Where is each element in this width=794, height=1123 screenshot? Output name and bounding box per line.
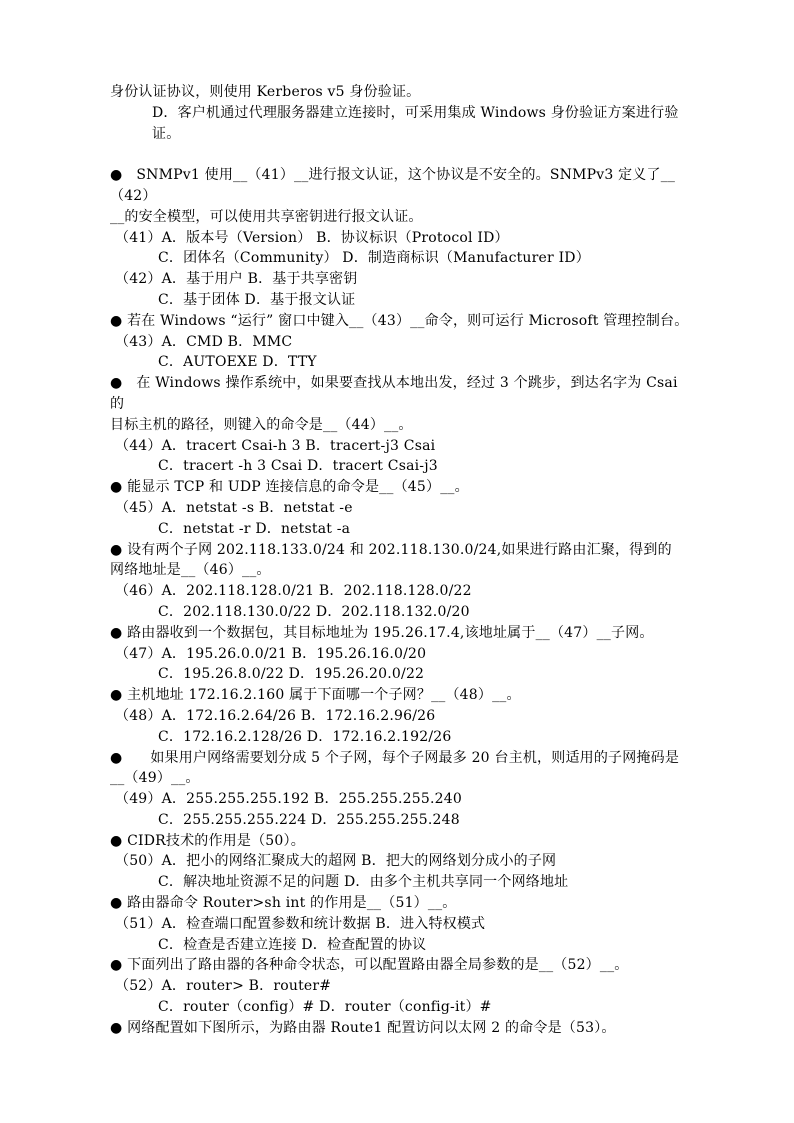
question-49-line: ● 如果用户网络需要划分成 5 个子网，每个子网最多 20 台主机，则适用的子网掩码是 xyxy=(110,749,680,766)
question-53-line: ● 网络配置如下图所示，为路由器 Route1 配置访问以太网 2 的命令是（53）。 xyxy=(110,1019,616,1036)
question-46-line: ● 设有两个子网 202.118.133.0/24 和 202.118.130.0/24,如果进行路由汇聚，得到的 xyxy=(110,541,672,558)
options-45-line: （45）A．netstat -s B．netstat -e xyxy=(115,499,353,516)
doc-line-option-d: D．客户机通过代理服务器建立连接时，可采用集成 Windows 身份验证方案进行验证。 xyxy=(152,104,679,142)
doc-line: 身份认证协议，则使用 Kerberos v5 身份验证。 xyxy=(110,84,421,100)
options-51-line: （51）A．检查端口配置参数和统计数据 B．进入特权模式 xyxy=(115,915,486,932)
options-47-line: （47）A．195.26.0.0/21 B．195.26.16.0/20 xyxy=(115,645,427,662)
options-43-line: C．AUTOEXE D．TTY xyxy=(158,354,317,371)
options-44-line: C．tracert -h 3 Csai D．tracert Csai-j3 xyxy=(158,458,438,475)
question-50-line: ● CIDR技术的作用是（50）。 xyxy=(110,832,305,849)
question-44-line: ● 在 Windows 操作系统中，如果要查找从本地出发，经过 3 个跳步，到达名字为 Csai 的 xyxy=(110,375,683,412)
options-46-line: C．202.118.130.0/22 D．202.118.132.0/20 xyxy=(158,603,470,620)
options-46-line: （46）A．202.118.128.0/21 B．202.118.128.0/22 xyxy=(115,583,472,600)
options-49-line: C．255.255.255.224 D．255.255.255.248 xyxy=(158,811,460,828)
question-43-line: ● 若在 Windows “运行” 窗口中键入__（43）__命令，则可运行 Microsoft 管理控制台。 xyxy=(110,312,689,329)
question-45-line: ● 能显示 TCP 和 UDP 连接信息的命令是__（45）__。 xyxy=(110,479,469,496)
options-42-line: （42）A．基于用户 B．基于共享密钥 xyxy=(115,271,358,288)
question-41-42-line: __的安全模型，可以使用共享密钥进行报文认证。 xyxy=(110,208,423,225)
options-50-line: （50）A．把小的网络汇聚成大的超网 B．把大的网络划分成小的子网 xyxy=(115,853,557,870)
question-44-line: 目标主机的路径，则键入的命令是__（44）__。 xyxy=(110,416,413,433)
question-51-line: ● 路由器命令 Router>sh int 的作用是__（51）__。 xyxy=(110,895,457,912)
question-41-42-line: ● SNMPv1 使用__（41）__进行报文认证，这个协议是不安全的。SNMPv3 定义了__（42） xyxy=(110,167,676,204)
options-47-line: C．195.26.8.0/22 D．195.26.20.0/22 xyxy=(158,666,425,683)
options-41-line: C．团体名（Community） D．制造商标识（Manufacturer ID） xyxy=(158,250,590,267)
question-52-line: ● 下面列出了路由器的各种命令状态，可以配置路由器全局参数的是__（52）__。 xyxy=(110,957,629,974)
question-47-line: ● 路由器收到一个数据包，其目标地址为 195.26.17.4,该地址属于__（47）__子网。 xyxy=(110,624,654,641)
blank-line xyxy=(110,144,696,165)
options-42-line: C．基于团体 D．基于报文认证 xyxy=(158,291,356,308)
question-46-line: 网络地址是__（46）__。 xyxy=(110,562,271,579)
options-50-line: C．解决地址资源不足的问题 D．由多个主机共享同一个网络地址 xyxy=(158,874,569,891)
options-41-line: （41）A．版本号（Version） B．协议标识（Protocol ID） xyxy=(115,229,509,246)
options-51-line: C．检查是否建立连接 D．检查配置的协议 xyxy=(158,936,427,953)
options-52-line: C．router（config）# D．router（config-it）# xyxy=(158,999,492,1016)
options-45-line: C．netstat -r D．netstat -a xyxy=(158,520,351,537)
options-43-line: （43）A．CMD B．MMC xyxy=(115,333,293,350)
options-48-line: C．172.16.2.128/26 D．172.16.2.192/26 xyxy=(158,728,452,745)
question-48-line: ● 主机地址 172.16.2.160 属于下面哪一个子网？__（48）__。 xyxy=(110,687,521,704)
question-49-line: __（49）__。 xyxy=(110,770,200,787)
options-48-line: （48）A．172.16.2.64/26 B．172.16.2.96/26 xyxy=(115,707,436,724)
options-44-line: （44）A．tracert Csai-h 3 B．tracert-j3 Csai xyxy=(115,437,436,454)
options-52-line: （52）A．router> B．router# xyxy=(115,978,332,995)
options-49-line: （49）A．255.255.255.192 B．255.255.255.240 xyxy=(115,791,462,808)
